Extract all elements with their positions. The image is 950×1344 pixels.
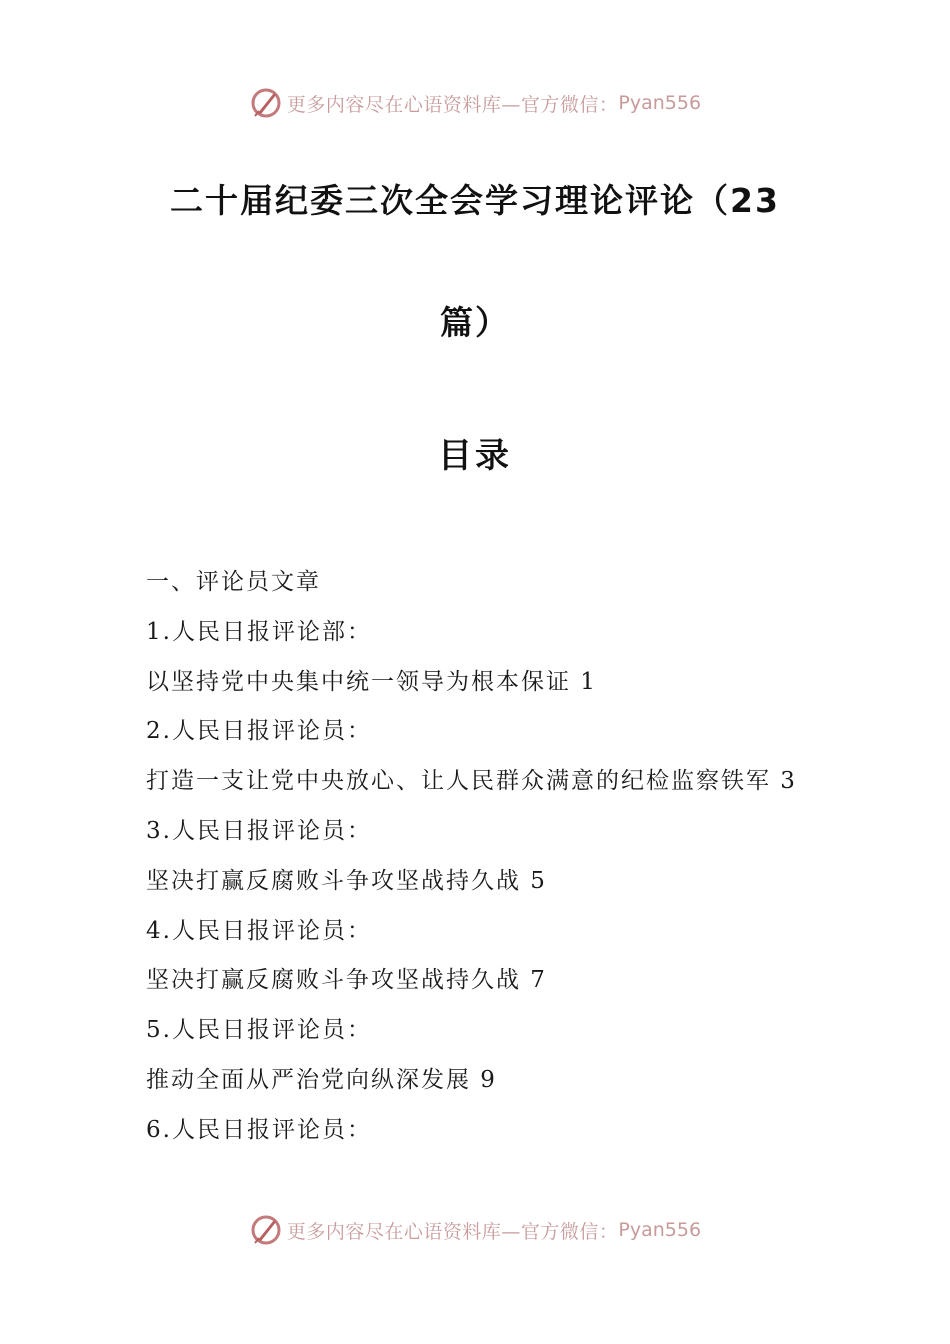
toc-entry-source: 6.人民日报评论员： (146, 1116, 372, 1143)
banner-text: 更多内容尽在心语资料库—官方微信： (286, 93, 619, 116)
toc-heading: 目录 (438, 436, 512, 476)
toc-entry-source: 5.人民日报评论员： (146, 1017, 372, 1044)
toc-entry-title: 推动全面从严治党向纵深发展 9 (146, 1066, 497, 1093)
banner-text: 更多内容尽在心语资料库—官方微信： (286, 1220, 619, 1243)
toc-entry-title: 打造一支让党中央放心、让人民群众满意的纪检监察铁军 3 (146, 768, 797, 795)
toc-entry-title: 坚决打赢反腐败斗争攻坚战持久战 7 (146, 967, 547, 994)
toc-entry-source: 2.人民日报评论员： (146, 718, 372, 745)
toc-entry-title: 以坚持党中央集中统一领导为根本保证 1 (146, 668, 597, 695)
document-title-line-2: 篇） (440, 303, 510, 342)
banner-wechat-id: Pyan556 (618, 92, 702, 114)
table-of-contents (146, 564, 866, 1162)
toc-entry-title: 坚决打赢反腐败斗争攻坚战持久战 5 (146, 867, 547, 894)
quill-logo-icon (249, 1213, 283, 1247)
header-watermark-banner (0, 83, 950, 123)
banner-wechat-id: Pyan556 (618, 1219, 702, 1241)
toc-entry-source: 3.人民日报评论员： (146, 817, 372, 844)
quill-logo-icon (249, 86, 283, 120)
document-title-line-1: 二十届纪委三次全会学习理论评论（23 (170, 181, 780, 220)
toc-entry-source: 1.人民日报评论部： (146, 618, 372, 645)
footer-watermark-banner (0, 1210, 950, 1250)
toc-entry-source: 4.人民日报评论员： (146, 917, 372, 944)
toc-section-heading: 一、评论员文章 (146, 569, 321, 595)
